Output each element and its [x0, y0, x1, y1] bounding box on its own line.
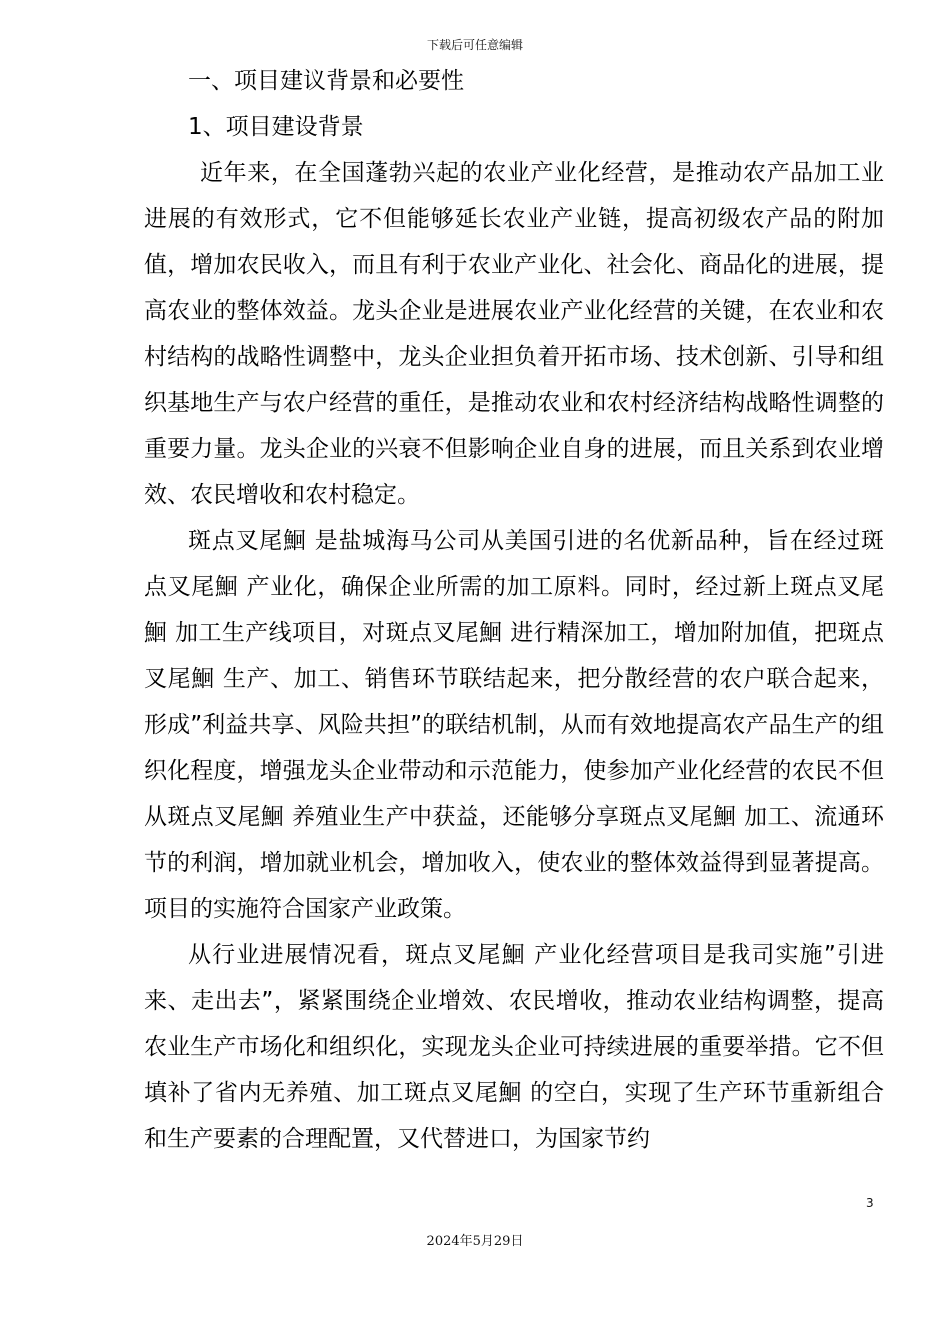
section-heading: 一、项目建议背景和必要性 [188, 68, 464, 94]
paragraph-background: 近年来，在全国蓬勃兴起的农业产业化经营，是推动农产品加工业进展的有效形式，它不但能够延长农业产业链，提高初级农产品的附加值，增加农民收入，而且有利于农业产业化、社会化、商品化的进展，提高农业的整体效益。龙头企业是进展农业产业化经营的关键，在农业和农村结构的战略性调整中，龙头企业担负着开拓市场、技术创新、引导和组织基地生产与农户经营的重任，是推动农业和农村经济结构战略性调整的重要力量。龙头企业的兴衰不但影响企业自身的进展，而且关系到农业增效、农民增收和农村稳定。 [144, 160, 884, 508]
paragraph-catfish-project: 斑点叉尾鮰 是盐城海马公司从美国引进的名优新品种，旨在经过斑点叉尾鮰 产业化，确保企业所需的加工原料。同时，经过新上斑点叉尾鮰 加工生产线项目，对斑点叉尾鮰 进行精深加工，增加附加值，把斑点叉尾鮰 生产、加工、销售环节联结起来，把分散经营的农户联合起来，形成”利益共享、风险共担”的联结机制，从而有效地提高农产品生产的组织化程度，增强龙头企业带动和示范能力，使参加产业化经营的农民不但从斑点叉尾鮰 养殖业生产中获益，还能够分享斑点叉尾鮰 加工、流通环节的利润，增加就业机会，增加收入，使农业的整体效益得到显著提高。项目的实施符合国家产业政策。 [144, 528, 884, 922]
page-number: 3 [866, 1196, 874, 1210]
header-note: 下载后可任意编辑 [426, 38, 523, 52]
document-body [144, 58, 884, 1162]
paragraph-industry-development: 从行业进展情况看，斑点叉尾鮰 产业化经营项目是我司实施”引进来、走出去”，紧紧围绕企业增效、农民增收，推动农业结构调整，提高农业生产市场化和组织化，实现龙头企业可持续进展的重要举措。它不但填补了省内无养殖、加工斑点叉尾鮰 的空白，实现了生产环节重新组合和生产要素的合理配置，又代替进口，为国家节约 [144, 942, 884, 1152]
footer-date: 2024年5月29日 [426, 1234, 524, 1249]
subsection-heading: 1、项目建设背景 [188, 114, 364, 140]
